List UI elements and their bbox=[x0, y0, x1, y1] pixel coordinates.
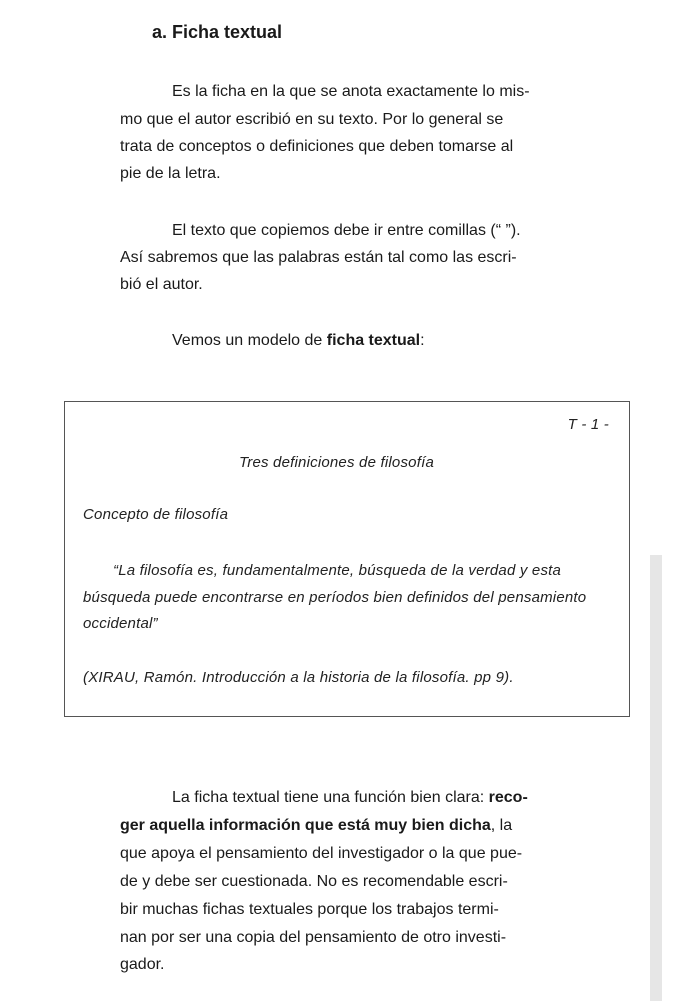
card-quote-line: occidental” bbox=[83, 615, 158, 632]
paragraph-line: El texto que copiemos debe ir entre comillas (“ ”). bbox=[172, 222, 521, 239]
text: La ficha textual tiene una función bien clara: bbox=[172, 789, 489, 806]
paragraph-line bbox=[172, 788, 528, 808]
paragraph-line: pie de la letra. bbox=[120, 165, 221, 182]
card-title: Tres definiciones de filosofía bbox=[239, 454, 434, 471]
text: : bbox=[420, 332, 425, 349]
section-heading: a. Ficha textual bbox=[152, 22, 283, 42]
card-quote-line: búsqueda puede encontrarse en períodos bien definidos del pensamiento bbox=[83, 589, 587, 606]
paragraph-line: mo que el autor escribió en su texto. Por lo general se bbox=[120, 111, 504, 128]
paragraph-line: gador. bbox=[120, 956, 165, 973]
page-side-bar bbox=[650, 555, 662, 1001]
paragraph-line: bió el autor. bbox=[120, 276, 203, 293]
paragraph-line: bir muchas fichas textuales porque los trabajos termi- bbox=[120, 901, 499, 918]
paragraph-line: trata de conceptos o definiciones que deben tomarse al bbox=[120, 138, 514, 155]
paragraph-line: Es la ficha en la que se anota exactamente lo mis- bbox=[172, 83, 530, 100]
card-concept: Concepto de filosofía bbox=[83, 506, 229, 523]
paragraph-line: nan por ser una copia del pensamiento de otro investi- bbox=[120, 929, 507, 946]
card-quote-line: “La filosofía es, fundamentalmente, búsqueda de la verdad y esta bbox=[113, 562, 562, 579]
text: , la bbox=[490, 817, 513, 834]
bold-text: ger aquella información que está muy bien dicha bbox=[120, 817, 491, 834]
paragraph-line: que apoya el pensamiento del investigador o la que pue- bbox=[120, 845, 523, 862]
bold-text: reco- bbox=[488, 789, 528, 806]
card-citation: (XIRAU, Ramón. Introducción a la historia de la filosofía. pp 9). bbox=[83, 669, 514, 686]
text: Vemos un modelo de bbox=[172, 332, 327, 349]
paragraph-line bbox=[120, 816, 512, 836]
card-code: T - 1 - bbox=[567, 416, 609, 433]
ficha-textual-card bbox=[64, 401, 630, 717]
paragraph-line: de y debe ser cuestionada. No es recomendable escri- bbox=[120, 873, 508, 890]
bold-term: ficha textual bbox=[326, 332, 421, 349]
paragraph-line: Así sabremos que las palabras están tal como las escri- bbox=[120, 249, 517, 266]
paragraph-line bbox=[172, 331, 425, 351]
